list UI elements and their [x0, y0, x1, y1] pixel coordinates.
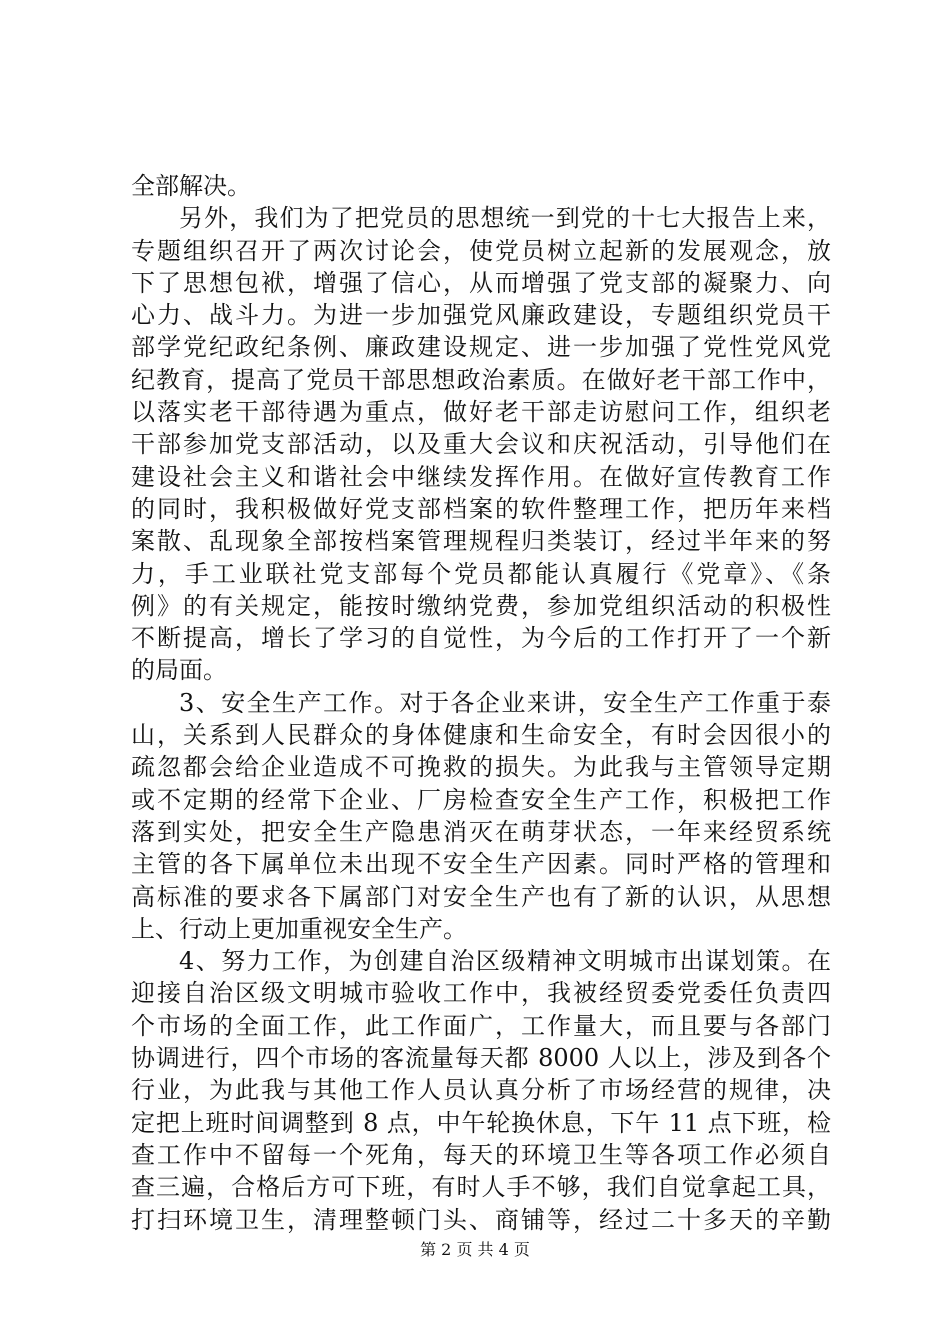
text-line: 不断提高，增长了学习的自觉性，为今后的工作打开了一个新 — [131, 624, 831, 653]
text-line: 落到实处，把安全生产隐患消灭在萌芽状态，一年来经贸系统 — [131, 817, 831, 846]
text-line: 协调进行，四个市场的客流量每天都 8000 人以上，涉及到各个 — [131, 1044, 831, 1073]
text-line: 全部解决。 — [131, 172, 251, 200]
text-line: 案散、乱现象全部按档案管理规程归类装订，经过半年来的努 — [131, 527, 831, 556]
text-line: 山，关系到人民群众的身体健康和生命安全，有时会因很小的 — [131, 721, 831, 750]
text-line: 心力、战斗力。为进一步加强党风廉政建设，专题组织党员干 — [131, 301, 831, 330]
text-line: 建设社会主义和谐社会中继续发挥作用。在做好宣传教育工作 — [131, 462, 831, 491]
page-footer: 第 2 页 共 4 页 — [420, 1240, 530, 1259]
text-line: 查三遍，合格后方可下班，有时人手不够，我们自觉拿起工具， — [131, 1173, 831, 1202]
text-line: 的同时，我积极做好党支部档案的软件整理工作，把历年来档 — [131, 494, 831, 523]
text-line: 力，手工业联社党支部每个党员都能认真履行《党章》、《条 — [131, 559, 831, 588]
text-line: 主管的各下属单位未出现不安全生产因素。同时严格的管理和 — [131, 850, 831, 879]
text-line: 专题组织召开了两次讨论会，使党员树立起新的发展观念，放 — [131, 236, 831, 265]
text-line: 4、努力工作，为创建自治区级精神文明城市出谋划策。在 — [179, 947, 831, 976]
text-line: 高标准的要求各下属部门对安全生产也有了新的认识，从思想 — [131, 882, 831, 911]
text-line: 3、安全生产工作。对于各企业来讲，安全生产工作重于泰 — [179, 688, 831, 717]
body-text — [131, 170, 831, 1236]
text-line: 个市场的全面工作，此工作面广，工作量大，而且要与各部门 — [131, 1011, 831, 1040]
text-line: 查工作中不留每一个死角，每天的环境卫生等各项工作必须自 — [131, 1140, 831, 1169]
text-line: 干部参加党支部活动，以及重大会议和庆祝活动，引导他们在 — [131, 430, 831, 459]
text-line: 另外，我们为了把党员的思想统一到党的十七大报告上来， — [179, 204, 831, 233]
text-line: 迎接自治区级文明城市验收工作中，我被经贸委党委任负责四 — [131, 979, 831, 1008]
text-line: 的局面。 — [131, 656, 227, 685]
text-line: 部学党纪政纪条例、廉政建设规定、进一步加强了党性党风党 — [131, 333, 831, 362]
text-line: 定把上班时间调整到 8 点，中午轮换休息，下午 11 点下班，检 — [131, 1108, 831, 1137]
text-line: 上、行动上更加重视安全生产。 — [131, 914, 467, 943]
text-line: 或不定期的经常下企业、厂房检查安全生产工作，积极把工作 — [131, 785, 831, 814]
text-line: 例》的有关规定，能按时缴纳党费，参加党组织活动的积极性 — [131, 591, 831, 620]
text-line: 疏忽都会给企业造成不可挽救的损失。为此我与主管领导定期 — [131, 753, 831, 782]
text-line: 纪教育，提高了党员干部思想政治素质。在做好老干部工作中， — [131, 365, 831, 394]
text-line: 行业，为此我与其他工作人员认真分析了市场经营的规律，决 — [131, 1076, 831, 1105]
text-line: 下了思想包袱，增强了信心，从而增强了党支部的凝聚力、向 — [131, 268, 831, 297]
text-line: 以落实老干部待遇为重点，做好老干部走访慰问工作，组织老 — [131, 398, 831, 427]
text-line: 打扫环境卫生，清理整顿门头、商铺等，经过二十多天的辛勤 — [131, 1205, 831, 1234]
